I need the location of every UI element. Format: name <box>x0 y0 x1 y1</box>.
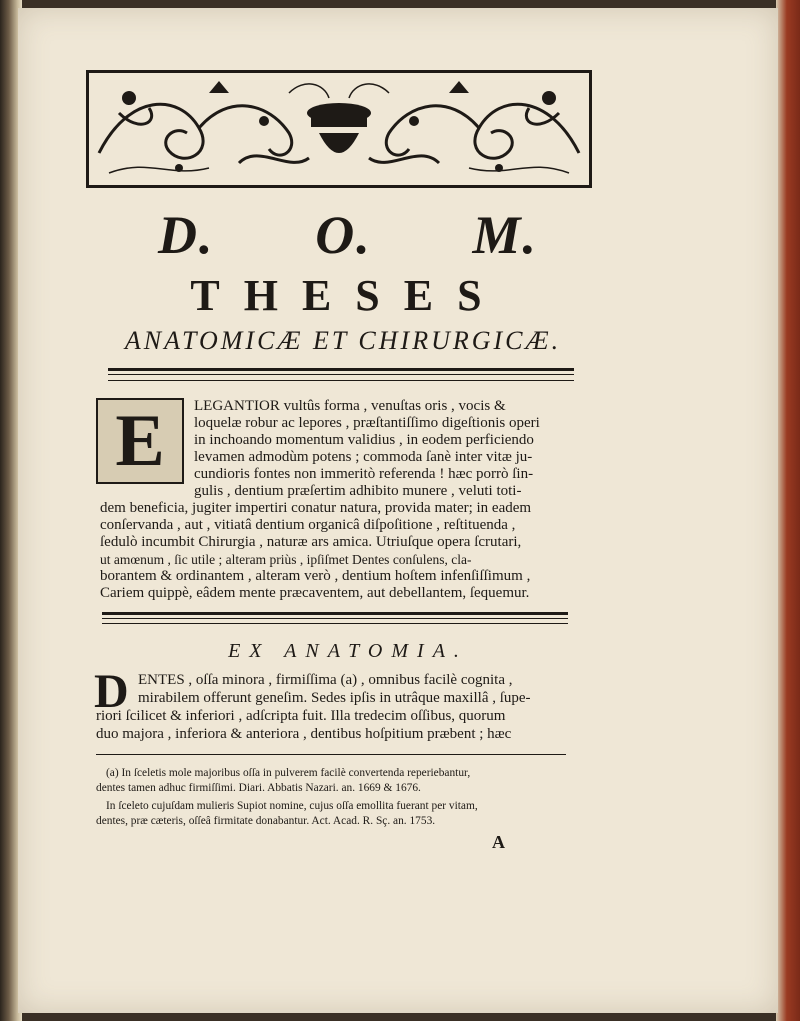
footnote-divider <box>96 754 566 755</box>
section-line: mirabilem offerunt geneſim. Sedes ipſis in utrâque maxillâ , ſupe- <box>138 690 531 706</box>
page-edge <box>776 0 800 1021</box>
intro-line: ut amœnum , ſic utile ; alteram priùs , ipſiſmet Dentes conſulens, cla- <box>100 552 472 567</box>
intro-line: in inchoando momentum validius , in eodem perficiendo <box>194 432 534 448</box>
footnote-line: In ſceleto cujuſdam mulieris Supiot nomine, cujus oſſa emollita fuerant per vitam, <box>106 800 478 812</box>
dom-letter-o: O. <box>315 205 372 265</box>
dom-heading <box>158 204 538 264</box>
intro-line: ſedulò incumbit Chirurgia , naturæ ars amica. Utriuſque opera ſcrutari, <box>100 534 522 550</box>
footnote-line: (a) In ſceletis mole majoribus oſſa in pulverem facilè convertenda reperiebantur, <box>106 767 471 779</box>
signature-mark: A <box>492 832 505 852</box>
decorated-initial <box>96 398 184 484</box>
title-divider-thin <box>108 380 574 381</box>
intro-line: cundioris fontes non immeritò referenda ! hæc porrò ſin- <box>194 466 534 482</box>
dom-letter-d: D. <box>158 205 215 265</box>
intro-line: LEGANTIOR vultûs forma , venuſtas oris , vocis & <box>194 398 506 414</box>
intro-line: conſervanda , aut , vitiatâ dentium organicâ diſpoſitione , reſtituenda , <box>100 517 516 533</box>
title-divider <box>108 368 574 375</box>
dom-letter-m: M. <box>472 205 538 265</box>
intro-line: dem beneficia, jugiter impertiri conatur natura, provida mater; in eadem <box>100 500 532 516</box>
initial-letter-e: E <box>115 400 165 482</box>
section-divider-thin <box>102 623 568 624</box>
footnote-line: dentes, præ cæteris, oſſeâ firmitate donabantur. Act. Acad. R. Sç. an. 1753. <box>96 815 436 827</box>
intro-line: loquelæ robur ac lepores , præſtantiſſimo digeſtionis operi <box>194 415 540 431</box>
section-heading: EX ANATOMIA. <box>228 640 468 662</box>
page-subtitle: ANATOMICÆ ET CHIRURGICÆ. <box>124 326 562 355</box>
page-title: THESES <box>190 271 506 320</box>
intro-line: borantem & ordinantem , alteram verò , dentium hoſtem infenſiſſimum , <box>100 568 531 584</box>
section-divider <box>102 612 568 619</box>
initial-letter-d: D <box>94 665 129 718</box>
ornamental-headpiece <box>86 70 592 188</box>
intro-line: gulis , dentium præſertim adhibito munere , veluti toti- <box>194 483 522 499</box>
intro-line: Cariem quippè, eâdem mente præcaventem, aut debellantem, ſequemur. <box>100 585 530 601</box>
section-line: riori ſcilicet & inferiori , adſcripta fuit. Illa tredecim oſſibus, quorum <box>96 708 506 724</box>
section-line: ENTES , oſſa minora , firmiſſima (a) , omnibus facilè cognita , <box>138 672 513 688</box>
footnote-line: dentes tamen adhuc firmiſſimi. Diari. Abbatis Nazari. an. 1669 & 1676. <box>96 782 421 794</box>
intro-line: levamen admodùm potens ; commoda ſanè inter vitæ ju- <box>194 449 533 465</box>
section-line: duo majora , inferiora & anteriora , dentibus hoſpitium præbent ; hæc <box>96 726 512 742</box>
book-page <box>18 8 778 1013</box>
